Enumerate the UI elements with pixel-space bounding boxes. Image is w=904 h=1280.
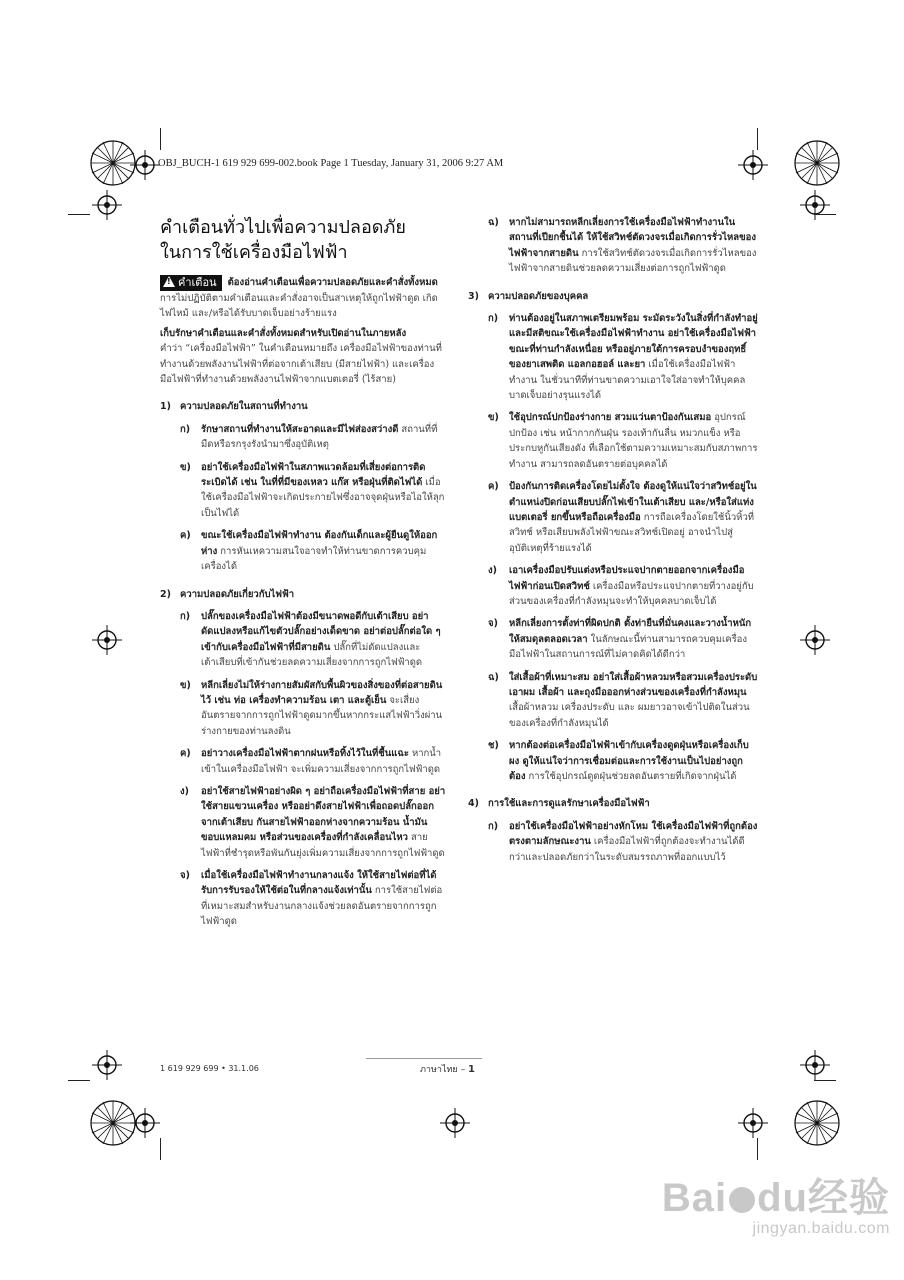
item-body (509, 738, 758, 784)
item-lead: อย่าใช้เครื่องมือไฟฟ้าในสภาพแวดล้อมที่เสี่ยงต่อการติดระเบิดได้ เช่น ในที่ที่มีของเหลว แก๊ส หรือฝุ่นที่ติดไฟได้ (201, 461, 426, 489)
item-key: ก) (180, 610, 191, 622)
section-number: 4) (468, 798, 479, 810)
list-item (488, 479, 758, 556)
item-body (201, 868, 446, 930)
page-number: 1 (467, 1064, 475, 1075)
item-body (509, 311, 758, 403)
list-item (488, 410, 758, 472)
section-heading (160, 587, 446, 602)
registration-mark-bottom-right (792, 1098, 842, 1148)
watermark-logo-part: du (757, 1176, 808, 1220)
list-item (488, 738, 758, 784)
list-item (180, 609, 446, 671)
registration-mark-right-upper (800, 190, 830, 220)
footer-page (420, 1062, 475, 1076)
right-sections (468, 289, 758, 865)
crop-mark (68, 214, 90, 215)
item-body (201, 609, 446, 671)
registration-mark-left-middle (92, 625, 122, 655)
item-body (201, 678, 446, 740)
item-lead: รักษาสถานที่ทำงานให้สะอาดและมีไฟส่องสว่างดี (201, 423, 399, 435)
item-key: ข) (180, 461, 191, 473)
item-text: จะเสี่ยงอันตรายจากการถูกไฟฟ้าดูดมากขึ้นหากกระแสไฟฟ้าวิ่งผ่านร่างกายของท่านลงดิน (201, 694, 443, 737)
item-body (201, 784, 446, 861)
right-column (468, 215, 758, 865)
list-item (180, 746, 446, 777)
item-lead: หากต้องต่อเครื่องมือไฟฟ้าเข้ากับเครื่องดูดฝุ่นหรือเครื่องเก็บผง ดูให้แน่ใจว่าการเชื่อมต่อและการใช้งานเป็นไปอย่างถูกต้อง (509, 740, 749, 782)
keep-lead: เก็บรักษาคำเตือนและคำสั่งทั้งหมดสำหรับเปิดอ่านในภายหลัง (160, 327, 407, 339)
item-lead: หลีกเลี่ยงการตั้งท่าที่ผิดปกติ ตั้งท่ายืนที่มั่นคงและวางน้ำหนักให้สมดุลตลอดเวลา (509, 618, 752, 645)
watermark-logo-part: Bai (661, 1176, 728, 1220)
item-lead: อย่าใช้สายไฟฟ้าอย่างผิด ๆ อย่าถือเครื่องมือไฟฟ้าที่สาย อย่าใช้สายแขวนเครื่อง หรืออย่าดึงสายไฟฟ้าเพื่อถอดปลั๊กออกจากเต้าเสียบ กันสายไฟฟ้าออกห่างจากความร้อน น้ำมัน ขอบแหลมคม หรือส่วนของเครื่องที่กำลังเคลื่อนไหว (201, 785, 446, 844)
item-text: อุปกรณ์ปกป้อง เช่น หน้ากากกันฝุ่น รองเท้ากันลื่น หมวกแข็ง หรือประกบหูกันเสียงดัง ที่เลือกใช้ตามความเหมาะสมกับสภาพการทำงาน สามารถลดอันตรายต่อบุคคลได้ (509, 412, 758, 470)
crop-mark (160, 128, 161, 150)
item-lead: เอาเครื่องมือปรับแต่งหรือประแจปากตายออกจากเครื่องมือไฟฟ้าก่อนเปิดสวิทช์ (509, 565, 745, 592)
item-key: ค) (180, 530, 191, 542)
list-item (488, 616, 758, 662)
item-body (201, 528, 446, 574)
item-key: ก) (180, 423, 191, 435)
item-text: เมื่อใช้เครื่องมือไฟฟ้าจะเกิดประกายไฟซึ่งอาจจุดฝุ่นหรือไอให้ลุกเป็นไฟได้ (201, 477, 445, 519)
item-key: ค) (180, 748, 191, 760)
section-heading (468, 289, 758, 304)
warning-lead: ต้องอ่านคำเตือนเพื่อความปลอดภัยและคำสั่งทั้งหมด (227, 277, 438, 288)
item-text: การใช้สวิทช์ตัดวงจรเมื่อเกิดการรั่วไหลของไฟฟ้าจากสายดินช่วยลดความเสี่ยงต่อการถูกไฟฟ้าดูด (509, 247, 757, 275)
item-lead: ขณะใช้เครื่องมือไฟฟ้าทำงาน ต้องกันเด็กและผู้ยืนดูให้ออกห่าง (201, 530, 438, 557)
keep-instructions (160, 326, 446, 388)
item-key: ก) (488, 313, 499, 325)
list-item (488, 563, 758, 609)
warning-badge (160, 275, 222, 291)
print-file-info: OBJ_BUCH-1 619 929 699-002.book Page 1 Tuesday, January 31, 2006 9:27 AM (158, 158, 504, 169)
watermark-url: jingyan.baidu.com (752, 1220, 890, 1237)
item-text: การหันเหความสนใจอาจทำให้ท่านขาดการควบคุมเครื่องได้ (201, 545, 427, 573)
list-item (180, 528, 446, 574)
item-key: จ) (488, 618, 498, 630)
item-lead: ป้องกันการติดเครื่องโดยไม่ตั้งใจ ต้องดูให้แน่ใจว่าสวิทช์อยู่ในตำแหน่งปิดก่อนเสียบปลั๊กไฟเข้าในเต้าเสียบ และ/หรือใส่แท่งแบตเตอรี่ ยกขึ้นหรือถือเครื่องมือ (509, 481, 757, 523)
item-text: ในลักษณะนี้ท่านสามารถควบคุมเครื่องมือไฟฟ้าในสถานการณ์ที่ไม่คาดคิดได้ดีกว่า (509, 633, 748, 661)
item-key: ข) (180, 679, 191, 691)
item-lead: เมื่อใช้เครื่องมือไฟฟ้าทำงานกลางแจ้ง ให้ใช้สายไฟต่อที่ได้รับการรับรองให้ใช้ต่อในที่กลางแจ้งเท่านั้น (201, 870, 437, 897)
item-text: เมื่อใช้เครื่องมือไฟฟ้าทำงาน ในชั่วนาทีที่ท่านขาดความเอาใจใส่อาจทำให้บุคคลบาดเจ็บอย่างรุนแรงได้ (509, 359, 746, 402)
registration-mark-bottom-center-left (130, 1108, 160, 1138)
item-key: ข) (488, 412, 499, 424)
section-heading (160, 399, 446, 414)
list-item (180, 460, 446, 522)
item-key: ง) (180, 785, 189, 797)
list-item (180, 784, 446, 861)
crop-mark (814, 214, 836, 215)
footer-code: 1 619 929 699 • 31.1.06 (160, 1064, 259, 1073)
section-heading (468, 796, 758, 811)
item-key: ก) (488, 820, 499, 832)
item-lead: อย่าวางเครื่องมือไฟฟ้าตากฝนหรือทิ้งไว้ในที่ชื้นแฉะ (201, 748, 409, 760)
item-lead: หลีกเลี่ยงไม่ให้ร่างกายสัมผัสกับพื้นผิวของสิ่งของที่ต่อสายดินไว้ เช่น ท่อ เครื่องทำความร้อน เตา และตู้เย็น (201, 679, 443, 706)
registration-mark-left-lower (92, 1050, 122, 1080)
section (468, 289, 758, 785)
warning-block (160, 275, 446, 322)
registration-mark-top-center-left (130, 150, 160, 180)
section (468, 796, 758, 865)
item-text: เครื่องมือหรือประแจปากตายที่วางอยู่กับส่วนของเครื่องที่กำลังหมุนจะทำให้บุคคลบาดเจ็บได้ (509, 580, 754, 607)
list-item (488, 819, 758, 865)
item-body (201, 422, 446, 453)
registration-mark-bottom-center-right (738, 1108, 768, 1138)
section (160, 587, 446, 930)
item-key: ช) (488, 740, 499, 752)
item-text: การใช้อุปกรณ์ดูดฝุ่นช่วยลดอันตรายที่เกิดจากฝุ่นได้ (525, 771, 737, 782)
footer-rule (366, 1058, 482, 1059)
watermark-logo-part: 经验 (808, 1176, 890, 1220)
item-text: เครื่องมือไฟฟ้าที่ถูกต้องจะทำงานได้ดีกว่าและปลอดภัยกว่าในระดับสมรรถภาพที่ออกแบบไว้ (509, 836, 745, 863)
crop-mark (814, 1080, 836, 1081)
item-body (201, 746, 446, 777)
item-lead: ท่านต้องอยู่ในสภาพเตรียมพร้อม ระมัดระวังในสิ่งที่กำลังทำอยู่ และมีสติขณะใช้เครื่องมือไฟฟ้าทำงาน อย่าใช้เครื่องมือไฟฟ้าขณะที่ท่านกำลังเหนื่อย หรืออยู่ภายใต้การครอบงำของฤทธิ์ของยาเสพติด แอลกอฮอล์ และยา (509, 313, 758, 371)
item-body (509, 616, 758, 662)
item-lead: อย่าใช้เครื่องมือไฟฟ้าอย่างหักโหม ใช้เครื่องมือไฟฟ้าที่ถูกต้องตรงตามลักษณะงาน (509, 820, 758, 848)
list-item (488, 670, 758, 732)
paw-icon (729, 1187, 755, 1213)
item-text: ปลั๊กที่ไม่ดัดแปลงและเต้าเสียบที่เข้ากันช่วยลดความเสี่ยงจากการถูกไฟฟ้าดูด (201, 641, 423, 669)
item-lead: ใส่เสื้อผ้าที่เหมาะสม อย่าใส่เสื้อผ้าหลวมหรือสวมเครื่องประดับ เอาผม เสื้อผ้า และถุงมือออกห่างส่วนของเครื่องที่กำลังหมุน (509, 671, 758, 698)
item-lead: ปลั๊กของเครื่องมือไฟฟ้าต้องมีขนาดพอดีกับเต้าเสียบ อย่าดัดแปลงหรือแก้ไขตัวปลั๊กอย่างเด็ดขาด อย่าต่อปลั๊กต่อใด ๆ เข้ากับเครื่องมือไฟฟ้าที่มีสายดิน (201, 610, 441, 653)
item-body (509, 670, 758, 732)
item-text: สายไฟฟ้าที่ชำรุดหรือพันกันยุ่งเพิ่มความเสี่ยงจากการถูกไฟฟ้าดูด (201, 832, 445, 859)
item-key: ง) (488, 565, 497, 577)
section-title: การใช้และการดูแลรักษาเครื่องมือไฟฟ้า (488, 798, 650, 810)
list-item (180, 422, 446, 453)
crop-mark (757, 1138, 758, 1160)
item-text: การใช้สายไฟต่อที่เหมาะสมสำหรับงานกลางแจ้งช่วยลดอันตรายจากการถูกไฟฟ้าดูด (201, 885, 443, 928)
item-body (509, 819, 758, 865)
section-number: 1) (160, 401, 171, 413)
crop-mark (757, 128, 758, 150)
item-body (509, 563, 758, 609)
item-key: ค) (488, 481, 499, 493)
list-item (180, 868, 446, 930)
item-text: สถานที่ที่มืดหรือรกรุงรังนำมาซึ่งอุบัติเหตุ (201, 423, 438, 451)
list-item (488, 215, 758, 277)
section-title: ความปลอดภัยเกี่ยวกับไฟฟ้า (180, 588, 295, 600)
registration-mark-left-upper (92, 190, 122, 220)
keep-text: คำว่า “เครื่องมือไฟฟ้า” ในคำเตือนหมายถึง เครื่องมือไฟฟ้าของท่านที่ทำงานด้วยพลังงานไฟฟ้าที่ต่อจากเต้าเสียบ (มีสายไฟฟ้า) และเครื่องมือไฟฟ้าที่ทำงานด้วยพลังงานไฟฟ้าจากแบตเตอรี่ (ไร้สาย) (160, 343, 442, 386)
item-text: การถือเครื่องโดยใช้นิ้วหิ้วที่สวิทช์ หรือเสียบพลังไฟฟ้าขณะสวิทช์เปิดอยู่ อาจนำไปสู่อุบัติเหตุที่ร้ายแรงได้ (509, 511, 755, 554)
item-body (201, 460, 446, 522)
registration-mark-bottom-center (440, 1108, 470, 1138)
crop-mark (160, 1138, 161, 1160)
item-text: เสื้อผ้าหลวม เครื่องประดับ และ ผมยาวอาจเข้าไปติดในส่วนของเครื่องที่กำลังหมุนได้ (509, 702, 750, 729)
section-number: 3) (468, 290, 479, 302)
registration-mark-right-middle (800, 625, 830, 655)
watermark-logo (662, 1176, 890, 1220)
crop-mark (68, 1080, 90, 1081)
item-body (509, 410, 758, 472)
watermark (662, 1176, 890, 1238)
item-key: ฉ) (488, 671, 499, 683)
footer-language: ภาษาไทย – (420, 1065, 466, 1075)
item-lead: หากไม่สามารถหลีกเลี่ยงการใช้เครื่องมือไฟฟ้าทำงานในสถานที่เปียกชื้นได้ ให้ใช้สวิทช์ตัดวงจรเมื่อเกิดการรั่วไหลของไฟฟ้าจากสายดิน (509, 217, 756, 259)
title-line: คำเตือนทั่วไปเพื่อความปลอดภัย (160, 217, 406, 238)
item-lead: ใช้อุปกรณ์ปกป้องร่างกาย สวมแว่นตาป้องกันเสมอ (509, 412, 712, 424)
warning-text: การไม่ปฏิบัติตามคำเตือนและคำสั่งอาจเป็นสาเหตุให้ถูกไฟฟ้าดูด เกิดไฟไหม้ และ/หรือได้รับบาดเจ็บอย่างร้ายแรง (160, 293, 438, 320)
section-number: 2) (160, 588, 171, 600)
left-sections (160, 399, 446, 929)
warning-triangle-icon (163, 276, 175, 287)
section-title: ความปลอดภัยในสถานที่ทำงาน (180, 401, 308, 413)
item-key: ฉ) (488, 217, 499, 228)
item-text: หากน้ำเข้าในเครื่องมือไฟฟ้า จะเพิ่มความเสี่ยงจากการถูกไฟฟ้าดูด (201, 748, 442, 775)
item-body (509, 215, 758, 277)
item-body (509, 479, 758, 556)
list-item (488, 311, 758, 403)
section (160, 399, 446, 574)
warning-badge-label: คำเตือน (178, 276, 217, 289)
title-line: ในการใช้เครื่องมือไฟฟ้า (160, 242, 348, 263)
registration-mark-right-lower (800, 1050, 830, 1080)
section-title: ความปลอดภัยของบุคคล (488, 290, 589, 302)
item-key: จ) (180, 870, 190, 881)
list-item (180, 678, 446, 740)
registration-mark-top-right (792, 138, 842, 188)
left-column (160, 215, 446, 930)
registration-mark-top-right-inner (738, 150, 768, 180)
page-title (160, 215, 446, 265)
